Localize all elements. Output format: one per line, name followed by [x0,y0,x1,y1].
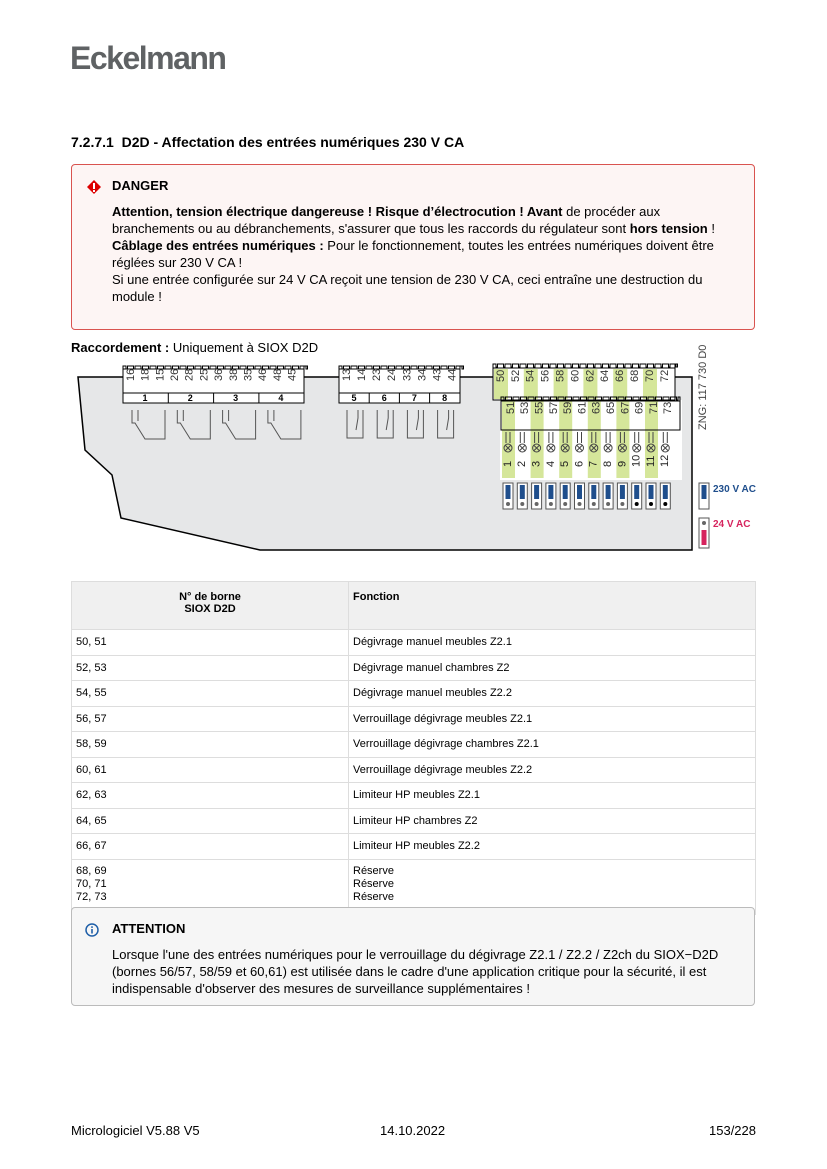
danger-text: Attention, tension électrique dangereuse ! Risque d’électrocution ! Avant de procéder aux branchements ou au débranchements, s'assurer que tous les raccords du régulateur sont hors tension ! Câblage des entrées numériques : Pour le fonctionnement, toutes les entrées numériques doivent être réglées sur 230 V CA ! Si une entrée configurée sur 24 V CA reçoit une tension de 230 V CA, ceci entraîne une destruction du module ! [112,204,715,304]
terminal-label: 46 [257,368,270,381]
table-row [72,783,756,809]
input-number: 12 [659,454,672,467]
function-cell: Dégivrage manuel meubles Z2.2 [349,681,756,707]
terminal-label: 24 [386,368,399,381]
footer-firmware: Micrologiciel V5.88 V5 [71,1123,200,1138]
terminal-label: 63 [590,401,603,414]
jumper-230v [634,485,639,499]
terminal-label: 65 [605,401,618,414]
function-cell: Verrouillage dégivrage chambres Z2.1 [349,732,756,758]
attention-notice [71,907,755,1006]
footer-date: 14.10.2022 [380,1123,446,1138]
relay-number: 1 [142,393,148,403]
input-number: 2 [516,460,529,467]
terminal-label: 64 [599,369,612,382]
table-header [72,582,756,630]
terminal-label: 70 [643,369,656,382]
terminal-label: 45 [286,368,299,381]
terminal-cell: 54, 55 [72,681,349,707]
terminal-label: 48 [271,368,284,381]
connection-info: Raccordement : Uniquement à SIOX D2D [71,340,319,355]
terminal-cell: 66, 67 [72,834,349,860]
label-24v: 24 V AC [713,519,751,530]
input-number: 4 [544,460,557,467]
terminal-cell: 64, 65 [72,808,349,834]
terminal-label: 36 [213,368,226,381]
terminal-table [71,581,756,915]
table-row [72,757,756,783]
terminal-label: 25 [198,368,211,381]
terminal-label: 72 [658,369,671,382]
input-number: 3 [530,460,543,467]
function-cell: Verrouillage dégivrage meubles Z2.2 [349,757,756,783]
terminal-label: 57 [547,401,560,414]
terminal-label: 51 [504,401,517,414]
terminal-label: 56 [539,369,552,382]
jumper-230v [577,485,582,499]
terminal-label: 38 [227,368,240,381]
terminal-label: 15 [154,368,167,381]
input-number: 7 [587,460,600,467]
attention-title: ATTENTION [112,921,186,936]
contact-number: 7 [411,393,417,403]
terminal-label: 34 [416,368,429,381]
input-number: 6 [573,460,586,467]
jumper-pin [606,502,610,506]
jumper-230v [563,485,568,499]
terminal-label: 73 [662,401,675,414]
relay-number: 4 [278,393,284,403]
jumper-230v [591,485,596,499]
terminal-label: 52 [509,369,522,382]
terminal-label: 69 [633,401,646,414]
terminal-label: 55 [533,401,546,414]
jumper-230v [606,485,611,499]
terminal-label: 66 [614,369,627,382]
jumper-pin [635,502,639,506]
label-230v: 230 V AC [713,484,756,495]
terminal-label: 68 [629,369,642,382]
terminal-label: 61 [576,401,589,414]
jumper-pin [578,502,582,506]
header-function: Fonction [349,582,756,630]
input-number: 1 [501,460,514,467]
table-row [72,706,756,732]
footer-page: 153/228 [709,1123,756,1138]
jumper-pin [520,502,524,506]
terminal-label: 18 [139,368,152,381]
terminal-label: 67 [619,401,632,414]
terminal-label: 60 [569,369,582,382]
function-cell: Limiteur HP meubles Z2.2 [349,834,756,860]
terminal-label: 59 [562,401,575,414]
table-row [72,808,756,834]
jumper-230v [520,485,525,499]
terminal-cell: 56, 57 [72,706,349,732]
jumper-230v [620,485,625,499]
terminal-label: 13 [340,368,353,381]
terminal-cell: 52, 53 [72,655,349,681]
terminal-label: 33 [401,368,414,381]
function-cell: Réserve Réserve Réserve [349,859,756,914]
terminal-label: 43 [431,368,444,381]
contact-number: 5 [351,393,357,403]
terminal-label: 14 [356,368,369,381]
input-number: 11 [644,455,657,467]
attention-text: Lorsque l'une des entrées numériques pour le verrouillage du dégivrage Z2.1 / Z2.2 / Z2ch du SIOX−D2D (bornes 56/57, 58/59 et 60,61) est utilisée dans le cadre d'une application critique pour la sécurité, il est indispensable d'observer des mesures de surveillance supplémentaires ! [112,947,719,996]
input-number: 10 [630,454,643,467]
function-cell: Limiteur HP chambres Z2 [349,808,756,834]
terminal-label: 71 [647,401,660,414]
jumper-230v [702,485,707,499]
terminal-cell: 50, 51 [72,630,349,656]
header-terminal: N° de borne SIOX D2D [72,582,349,630]
jumper-pin [592,502,596,506]
table-row [72,859,756,914]
function-cell: Limiteur HP meubles Z2.1 [349,783,756,809]
input-number: 8 [602,460,615,467]
jumper-230v [663,485,668,499]
jumper-pin [563,502,567,506]
jumper-24v [702,530,707,545]
table-row [72,681,756,707]
jumper-pin [702,521,706,525]
relay-number: 3 [233,393,239,403]
contact-number: 8 [442,393,448,403]
input-number: 5 [559,460,572,467]
relay-number: 2 [187,393,193,403]
terminal-cell: 68, 69 70, 71 72, 73 [72,859,349,914]
terminal-label: 23 [371,368,384,381]
table-row [72,630,756,656]
function-cell: Dégivrage manuel meubles Z2.1 [349,630,756,656]
table-row [72,732,756,758]
drawing-id: ZNG: 117 730 D0 [696,344,709,430]
eckelmann-logo: Eckelmann [70,40,226,76]
terminal-label: 35 [242,368,255,381]
terminal-label: 50 [494,369,507,382]
jumper-pin [549,502,553,506]
terminal-label: 54 [524,369,537,382]
terminal-label: 44 [446,368,459,381]
wiring-diagram [0,0,827,570]
function-cell: Dégivrage manuel chambres Z2 [349,655,756,681]
input-number: 9 [616,460,629,467]
terminal-label: 16 [124,368,137,381]
jumper-pin [506,502,510,506]
info-icon [85,923,99,937]
terminal-cell: 60, 61 [72,757,349,783]
jumper-230v [506,485,511,499]
terminal-label: 58 [554,369,567,382]
jumper-pin [649,502,653,506]
terminal-label: 26 [169,368,182,381]
terminal-label: 62 [584,369,597,382]
table-row [72,655,756,681]
section-heading: 7.2.7.1 D2D - Affectation des entrées numériques 230 V CA [71,134,465,150]
jumper-230v [649,485,654,499]
jumper-230v [548,485,553,499]
terminal-cell: 58, 59 [72,732,349,758]
jumper-pin [535,502,539,506]
terminal-label: 28 [183,368,196,381]
terminal-cell: 62, 63 [72,783,349,809]
jumper-pin [663,502,667,506]
table-row [72,834,756,860]
terminal-label: 53 [519,401,532,414]
jumper-230v [534,485,539,499]
contact-number: 6 [381,393,387,403]
danger-title: DANGER [112,178,169,193]
function-cell: Verrouillage dégivrage meubles Z2.1 [349,706,756,732]
jumper-pin [620,502,624,506]
